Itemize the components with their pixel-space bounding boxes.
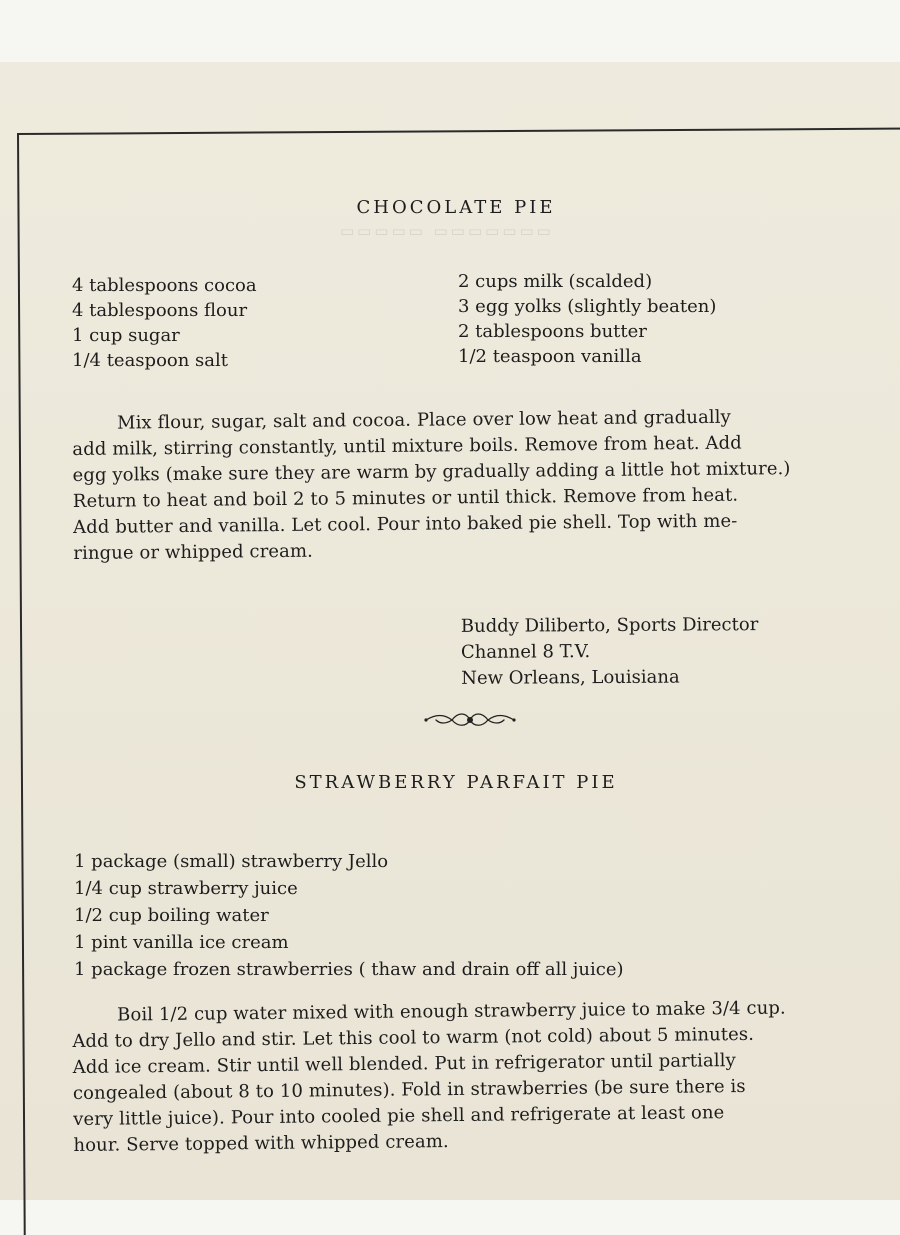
instruction-line: Boil 1/2 cup water mixed with enough strawberry juice to make 3/4 cup. (117, 997, 786, 1026)
ingredient: 1 cup sugar (72, 325, 180, 346)
instruction-line: Return to heat and boil 2 to 5 minutes or until thick. Remove from heat. (72, 484, 739, 512)
ingredients-strawberry (74, 848, 624, 983)
instruction-line: add milk, stirring constantly, until mixture boils. Remove from heat. Add (72, 432, 742, 460)
ingredient: 2 tablespoons butter (458, 321, 647, 342)
attribution-line: Buddy Diliberto, Sports Director (460, 614, 759, 637)
instructions-chocolate-pie (72, 403, 863, 567)
instruction-line: Add butter and vanilla. Let cool. Pour into baked pie shell. Top with me- (73, 510, 738, 538)
ingredient: 3 egg yolks (slightly beaten) (458, 296, 717, 317)
ingredient: 2 cups milk (scalded) (458, 271, 653, 292)
ingredient: 1 pint vanilla ice cream (74, 932, 289, 953)
recipe-title-strawberry-parfait-pie: STRAWBERRY PARFAIT PIE (294, 772, 618, 793)
instructions-strawberry-parfait-pie (72, 995, 864, 1159)
ingredient: 1/4 cup strawberry juice (74, 878, 298, 899)
recipe-attribution (461, 612, 759, 692)
ingredient: 4 tablespoons flour (72, 300, 248, 321)
flourish-ornament-icon (422, 708, 518, 732)
show-through-texture: ▭▭▭▭▭ ▭▭▭▭▭▭▭ (340, 222, 554, 240)
attribution-line: New Orleans, Louisiana (461, 666, 680, 689)
attribution-line: Channel 8 T.V. (460, 641, 591, 663)
ingredient: 1/4 teaspoon salt (72, 350, 229, 371)
ingredient: 4 tablespoons cocoa (72, 275, 257, 296)
ingredient: 1 package (small) strawberry Jello (74, 851, 389, 872)
ingredients-right (458, 269, 716, 369)
instruction-line: Mix flour, sugar, salt and cocoa. Place over low heat and gradually (117, 406, 731, 434)
instruction-line: ringue or whipped cream. (73, 540, 314, 564)
instruction-line: congealed (about 8 to 10 minutes). Fold in strawberries (be sure there is (72, 1075, 746, 1104)
instruction-line: Add ice cream. Stir until well blended. Put in refrigerator until partially (72, 1050, 736, 1078)
ingredients-left (72, 273, 257, 373)
instruction-line: Add to dry Jello and stir. Let this cool to warm (not cold) about 5 minutes. (72, 1023, 755, 1052)
instruction-line: egg yolks (make sure they are warm by gradually adding a little hot mixture.) (72, 458, 791, 486)
recipe-title-chocolate-pie: CHOCOLATE PIE (356, 197, 556, 218)
ingredient: 1/2 cup boiling water (74, 905, 269, 926)
ingredient: 1/2 teaspoon vanilla (458, 346, 642, 367)
instruction-line: hour. Serve topped with whipped cream. (73, 1131, 449, 1156)
instruction-line: very little juice). Pour into cooled pie shell and refrigerate at least one (73, 1102, 725, 1130)
ingredient: 1 package frozen strawberries ( thaw and drain off all juice) (74, 959, 624, 980)
